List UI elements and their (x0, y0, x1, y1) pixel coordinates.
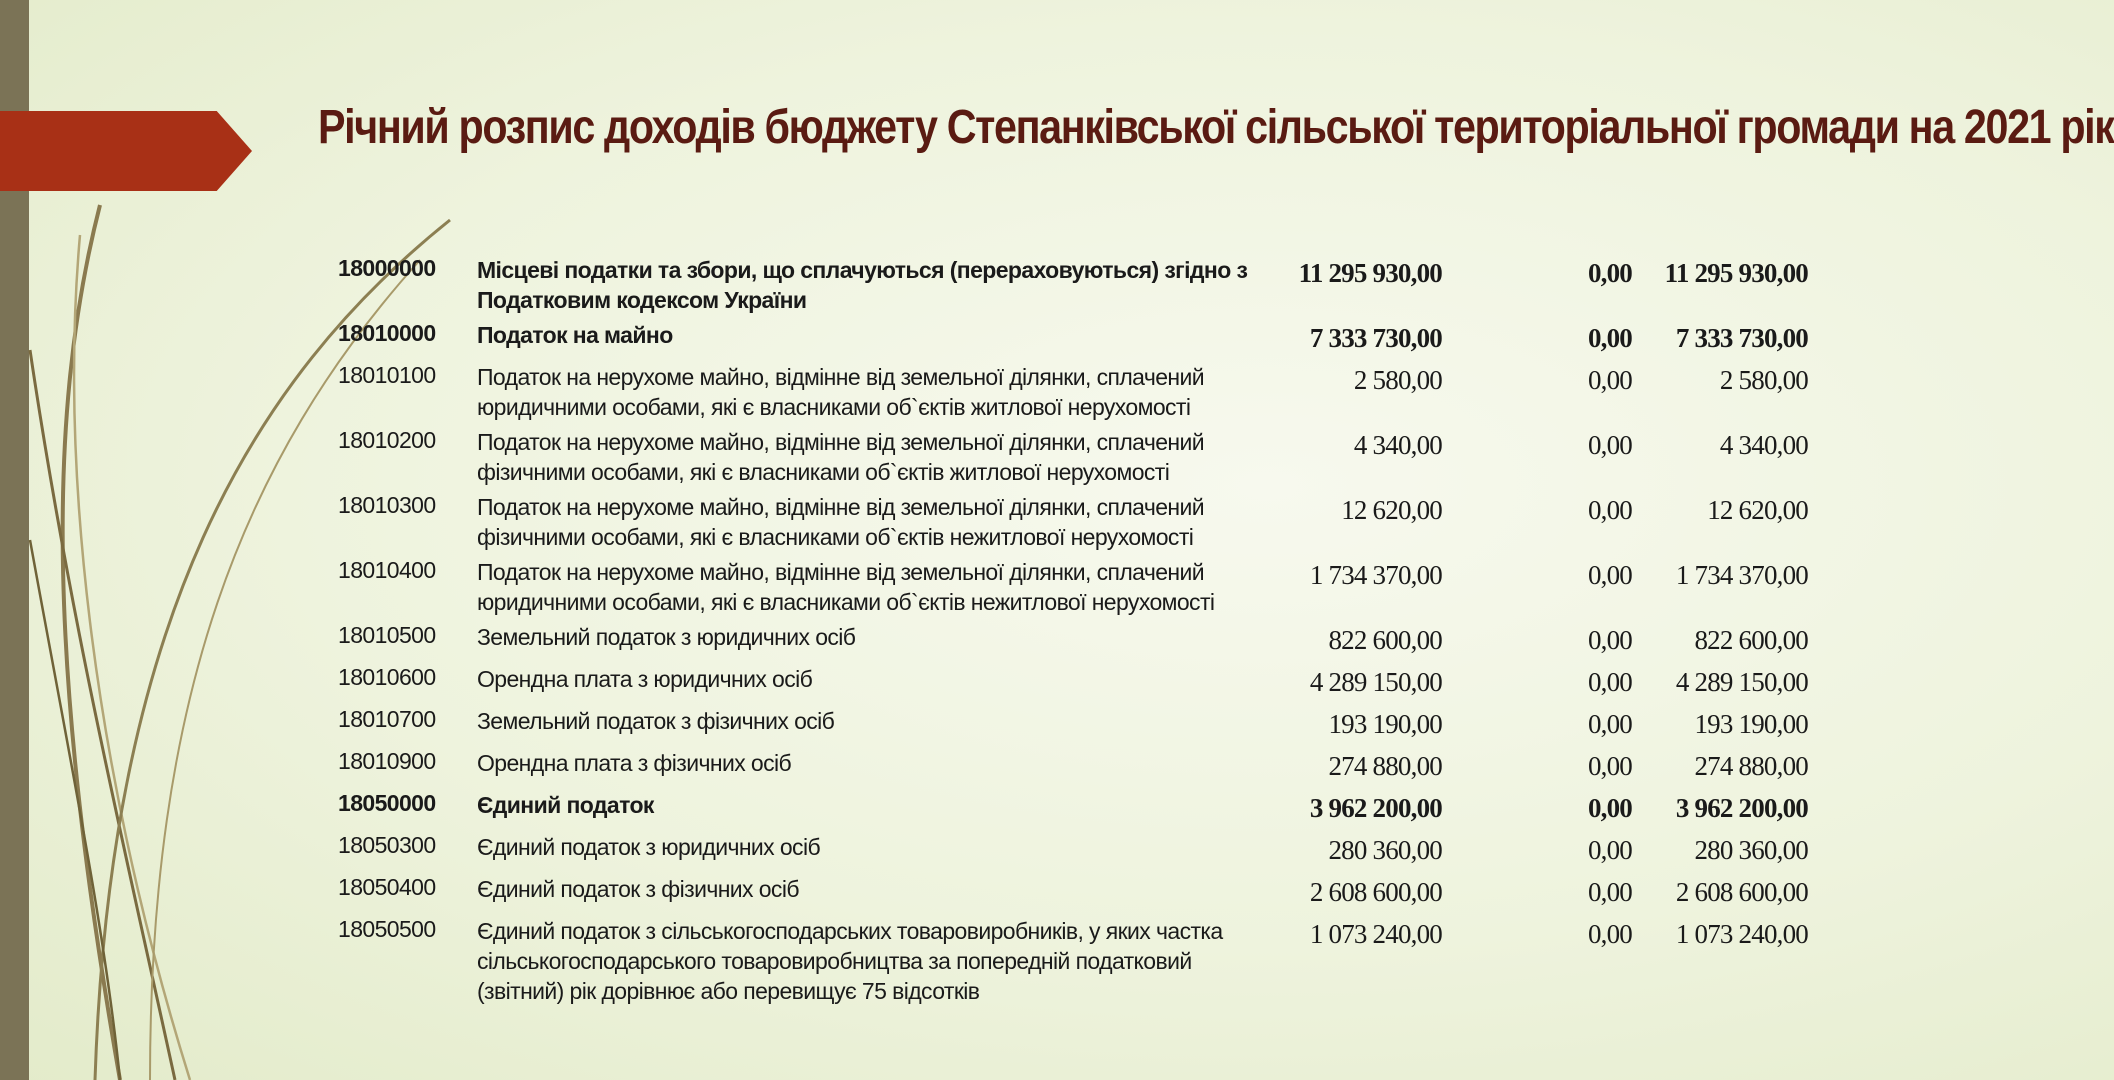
row-code: 18010200 (338, 427, 436, 453)
row-value-total: 4 289 150,00 (1675, 667, 1808, 697)
row-value-total: 822 600,00 (1694, 625, 1808, 655)
table-row (338, 706, 1838, 748)
row-code: 18010600 (338, 664, 436, 690)
row-value-total: 11 295 930,00 (1664, 258, 1808, 288)
row-value-total: 280 360,00 (1694, 835, 1808, 865)
row-value-special: 0,00 (1587, 919, 1632, 949)
row-value-planned: 4 340,00 (1353, 430, 1442, 460)
table-row (338, 492, 1838, 557)
row-name: Єдиний податок з фізичних осіб (477, 876, 799, 902)
row-code: 18050000 (338, 790, 436, 816)
row-value-total: 4 340,00 (1719, 430, 1808, 460)
row-name: Єдиний податок (477, 792, 654, 818)
row-value-special: 0,00 (1587, 877, 1632, 907)
row-name: Податок на нерухоме майно, відмінне від земельної ділянки, сплачений юридичними особами, які є власниками об`єктів житлової нерухомості (477, 364, 1205, 420)
row-value-planned: 822 600,00 (1328, 625, 1442, 655)
row-value-planned: 12 620,00 (1341, 495, 1442, 525)
row-value-total: 7 333 730,00 (1675, 323, 1808, 353)
row-value-special: 0,00 (1587, 667, 1632, 697)
title-arrow-banner (0, 111, 252, 191)
row-name: Орендна плата з юридичних осіб (477, 666, 813, 692)
row-value-special: 0,00 (1587, 560, 1632, 590)
row-value-planned: 7 333 730,00 (1309, 323, 1442, 353)
row-name: Єдиний податок з юридичних осіб (477, 834, 821, 860)
table-row (338, 362, 1838, 427)
row-name: Місцеві податки та збори, що сплачуються (перераховуються) згідно з Податковим кодексом України (477, 257, 1248, 313)
row-value-planned: 1 073 240,00 (1309, 919, 1442, 949)
row-value-total: 1 073 240,00 (1675, 919, 1808, 949)
row-value-special: 0,00 (1587, 365, 1632, 395)
row-code: 18050500 (338, 916, 436, 942)
row-value-planned: 3 962 200,00 (1309, 793, 1442, 823)
table-row (338, 874, 1838, 916)
table-row (338, 832, 1838, 874)
row-value-planned: 280 360,00 (1328, 835, 1442, 865)
row-value-total: 2 608 600,00 (1675, 877, 1808, 907)
row-value-special: 0,00 (1587, 323, 1632, 353)
table-row (338, 427, 1838, 492)
row-value-total: 193 190,00 (1694, 709, 1808, 739)
row-value-special: 0,00 (1587, 709, 1632, 739)
row-code: 18010400 (338, 557, 436, 583)
row-value-special: 0,00 (1587, 495, 1632, 525)
row-value-total: 12 620,00 (1707, 495, 1808, 525)
table-row (338, 320, 1838, 362)
row-code: 18050400 (338, 874, 436, 900)
table-row (338, 622, 1838, 664)
row-value-planned: 2 608 600,00 (1309, 877, 1442, 907)
row-value-planned: 1 734 370,00 (1309, 560, 1442, 590)
row-code: 18000000 (338, 255, 436, 281)
table-row (338, 664, 1838, 706)
row-name: Земельний податок з фізичних осіб (477, 708, 835, 734)
row-code: 18010000 (338, 320, 436, 346)
row-code: 18010700 (338, 706, 436, 732)
row-value-planned: 2 580,00 (1353, 365, 1442, 395)
page-title: Річний розпис доходів бюджету Степанківської сільської територіальної громади на 2021 рік (318, 101, 2114, 154)
row-name: Податок на майно (477, 322, 673, 348)
row-value-planned: 11 295 930,00 (1298, 258, 1442, 288)
row-name: Податок на нерухоме майно, відмінне від земельної ділянки, сплачений юридичними особами, які є власниками об`єктів нежитлової нерухомості (477, 559, 1215, 615)
row-value-special: 0,00 (1587, 258, 1632, 288)
row-value-total: 3 962 200,00 (1675, 793, 1808, 823)
row-value-special: 0,00 (1587, 793, 1632, 823)
table-row (338, 255, 1838, 320)
revenue-table (338, 255, 1838, 1006)
row-code: 18010900 (338, 748, 436, 774)
table-row (338, 748, 1838, 790)
row-value-total: 274 880,00 (1694, 751, 1808, 781)
table-row (338, 916, 1838, 1006)
row-name: Податок на нерухоме майно, відмінне від земельної ділянки, сплачений фізичними особами, які є власниками об`єктів житлової нерухомості (477, 429, 1205, 485)
row-code: 18010500 (338, 622, 436, 648)
row-name: Орендна плата з фізичних осіб (477, 750, 792, 776)
row-value-special: 0,00 (1587, 625, 1632, 655)
table-row (338, 790, 1838, 832)
table-row (338, 557, 1838, 622)
row-value-planned: 4 289 150,00 (1309, 667, 1442, 697)
row-code: 18050300 (338, 832, 436, 858)
row-value-total: 1 734 370,00 (1675, 560, 1808, 590)
row-code: 18010100 (338, 362, 436, 388)
row-code: 18010300 (338, 492, 436, 518)
row-value-special: 0,00 (1587, 430, 1632, 460)
row-name: Податок на нерухоме майно, відмінне від земельної ділянки, сплачений фізичними особами, які є власниками об`єктів нежитлової нерухомості (477, 494, 1205, 550)
row-value-total: 2 580,00 (1719, 365, 1808, 395)
row-value-special: 0,00 (1587, 751, 1632, 781)
row-name: Земельний податок з юридичних осіб (477, 624, 856, 650)
row-value-planned: 274 880,00 (1328, 751, 1442, 781)
row-name: Єдиний податок з сільськогосподарських товаровиробників, у яких частка сільськогосподарського товаровиробництва за попередній податковий (звітний) рік дорівнює або перевищує 75 відсотків (477, 918, 1223, 1004)
row-value-special: 0,00 (1587, 835, 1632, 865)
row-value-planned: 193 190,00 (1328, 709, 1442, 739)
